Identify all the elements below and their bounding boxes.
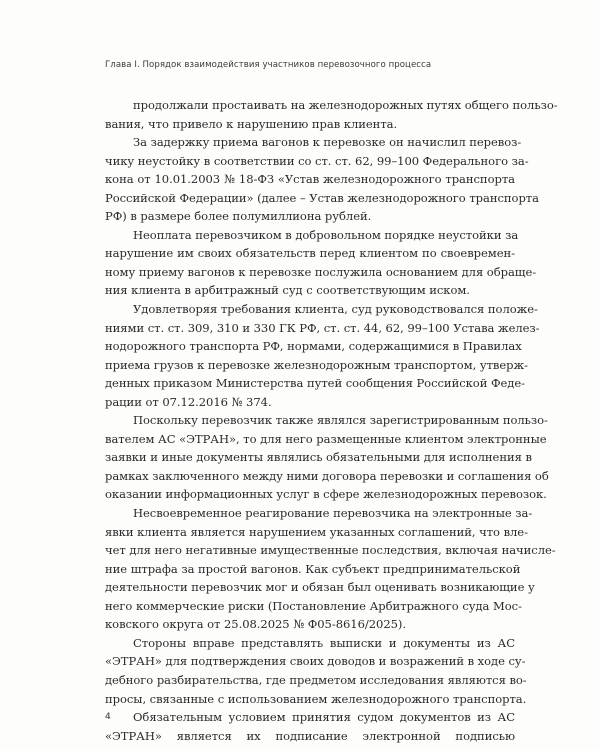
text-line: ниями ст. ст. 309, 310 и 330 ГК РФ, ст. ст. 44, 62, 99–100 Устава желез-: [105, 320, 540, 335]
text-line: Удовлетворяя требования клиента, суд руководствовался положе-: [133, 302, 538, 317]
paragraph: [105, 300, 540, 411]
text-line: заявки и иные документы являлись обязательными для исполнения в: [105, 450, 532, 465]
text-line: За задержку приема вагонов к перевозке он начислил перевоз-: [133, 135, 522, 150]
text-line: вателем АС «ЭТРАН», то для него размещенные клиентом электронные: [105, 431, 547, 446]
text-line: дебного разбирательства, где предметом исследования являются во-: [105, 672, 527, 687]
paragraph: [105, 226, 537, 300]
text-line: денных приказом Министерства путей сообщения Российской Феде-: [105, 376, 525, 391]
text-line: «ЭТРАН» является их подписание электронной подписью: [105, 728, 515, 743]
text-line: деятельности перевозчик мог и обязан был оценивать возникающие у: [105, 580, 535, 595]
paragraph: [105, 708, 515, 745]
text-line: Поскольку перевозчик также являлся зарегистрированным пользо-: [133, 413, 548, 428]
text-line: вания, что привело к нарушению прав клиента.: [105, 116, 398, 131]
text-line: «ЭТРАН» для подтверждения своих доводов и возражений в ходе су-: [105, 654, 526, 669]
page-number: 4: [105, 712, 111, 722]
text-line: Обязательным условием принятия судом документов из АС: [133, 710, 515, 725]
text-line: нарушение им своих обязательств перед клиентом по своевремен-: [105, 246, 515, 261]
text-line: нодорожного транспорта РФ, нормами, содержащимися в Правилах: [105, 339, 522, 354]
text-line: рамках заключенного между ними договора перевозки и соглашения об: [105, 468, 549, 483]
text-line: Неоплата перевозчиком в добровольном порядке неустойки за: [133, 227, 519, 242]
text-line: ковского округа от 25.08.2025 № Ф05-8616/2025).: [105, 617, 406, 632]
text-line: продолжали простаивать на железнодорожных путях общего пользо-: [133, 98, 558, 112]
text-line: ние штрафа за простой вагонов. Как субъект предпринимательской: [105, 561, 521, 576]
text-line: просы, связанные с использованием железнодорожного транспорта.: [105, 691, 527, 706]
text-line: чет для него негативные имущественные последствия, включая начисле-: [105, 543, 556, 558]
text-line: рации от 07.12.2016 № 374.: [105, 394, 272, 409]
paragraph: [105, 133, 539, 226]
text-line: ния клиента в арбитражный суд с соответствующим иском.: [105, 283, 470, 298]
text-line: ному приему вагонов к перевозке послужила основанием для обраще-: [105, 264, 537, 279]
text-line: Российской Федерации» (далее – Устав железнодорожного транспорта: [105, 190, 539, 205]
text-line: приема грузов к перевозке железнодорожным транспортом, утверж-: [105, 357, 528, 372]
text-line: кона от 10.01.2003 № 18-ФЗ «Устав железнодорожного транспорта: [105, 172, 515, 187]
text-line: Стороны вправе представлять выписки и документы из АС: [133, 635, 515, 650]
text-line: явки клиента является нарушением указанных соглашений, что вле-: [105, 524, 528, 539]
text-line: Несвоевременное реагирование перевозчика на электронные за-: [133, 506, 533, 521]
paragraph: [105, 96, 558, 133]
paragraph: [105, 634, 527, 708]
text-line: него коммерческие риски (Постановление Арбитражного суда Мос-: [105, 598, 522, 613]
text-line: РФ) в размере более полумиллиона рублей.: [105, 209, 372, 224]
text-line: оказании информационных услуг в сфере железнодорожных перевозок.: [105, 487, 547, 502]
text-line: чику неустойку в соответствии со ст. ст. 62, 99–100 Федерального за-: [105, 153, 529, 168]
running-head: Глава I. Порядок взаимодействия участников перевозочного процесса: [105, 60, 432, 70]
paragraph: [105, 411, 549, 504]
body-text: [105, 96, 558, 745]
paragraph: [105, 504, 556, 634]
